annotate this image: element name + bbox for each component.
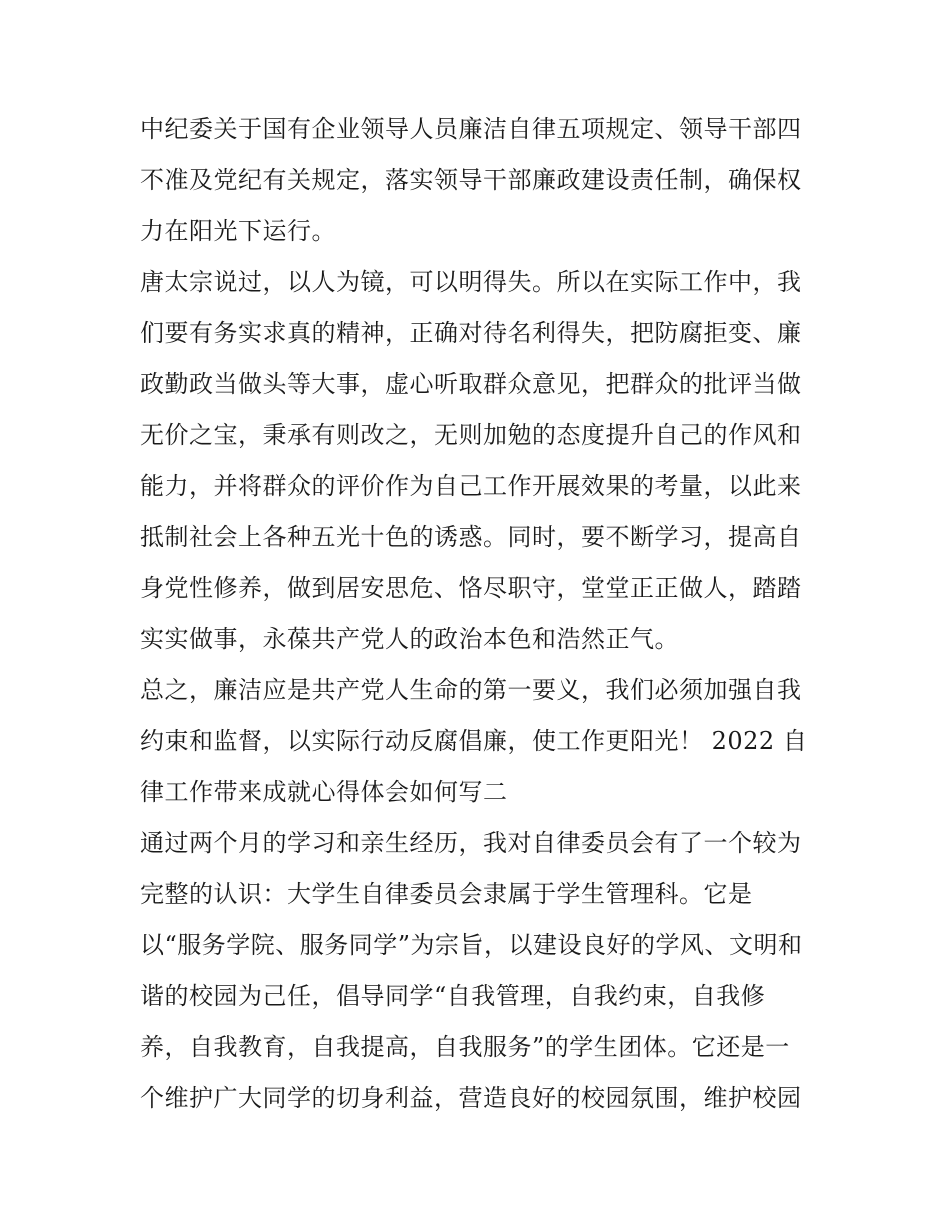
text-line: 能力，并将群众的评价作为自己工作开展效果的考量，以此来 (140, 472, 802, 500)
text-line: 中纪委关于国有企业领导人员廉洁自律五项规定、领导干部四 (140, 115, 802, 143)
text-line: 力在阳光下运行。 (140, 217, 336, 245)
text-line: 抵制社会上各种五光十色的诱惑。同时，要不断学习，提高自 (140, 523, 802, 551)
text-line: 身党性修养，做到居安思危、恪尽职守，堂堂正正做人，踏踏 (140, 574, 802, 602)
text-line: 唐太宗说过，以人为镜，可以明得失。所以在实际工作中，我 (140, 268, 802, 296)
text-line: 约束和监督，以实际行动反腐倡廉，使工作更阳光！ 2022 自 (140, 727, 808, 755)
text-line: 个维护广大同学的切身利益，营造良好的校园氛围，维护校园 (140, 1084, 802, 1112)
text-line: 不准及党纪有关规定，落实领导干部廉政建设责任制，确保权 (140, 166, 802, 194)
text-line: 总之，廉洁应是共产党人生命的第一要义，我们必须加强自我 (140, 676, 802, 704)
text-line: 完整的认识：大学生自律委员会隶属于学生管理科。它是 (140, 880, 753, 908)
text-line: 实实做事，永葆共产党人的政治本色和浩然正气。 (140, 625, 679, 653)
text-line: 通过两个月的学习和亲生经历，我对自律委员会有了一个较为 (140, 829, 802, 857)
text-line: 养，自我教育，自我提高，自我服务”的学生团体。它还是一 (140, 1033, 790, 1061)
text-line: 们要有务实求真的精神，正确对待名利得失，把防腐拒变、廉 (140, 319, 802, 347)
text-line: 以“服务学院、服务同学”为宗旨，以建设良好的学风、文明和 (140, 931, 803, 959)
text-line: 无价之宝，秉承有则改之，无则加勉的态度提升自己的作风和 (140, 421, 802, 449)
text-line: 政勤政当做头等大事，虚心听取群众意见，把群众的批评当做 (140, 370, 802, 398)
document-body (140, 104, 820, 1124)
text-line: 谐的校园为己任，倡导同学“自我管理，自我约束，自我修 (140, 982, 766, 1010)
text-line: 律工作带来成就心得体会如何写二 (140, 778, 508, 806)
